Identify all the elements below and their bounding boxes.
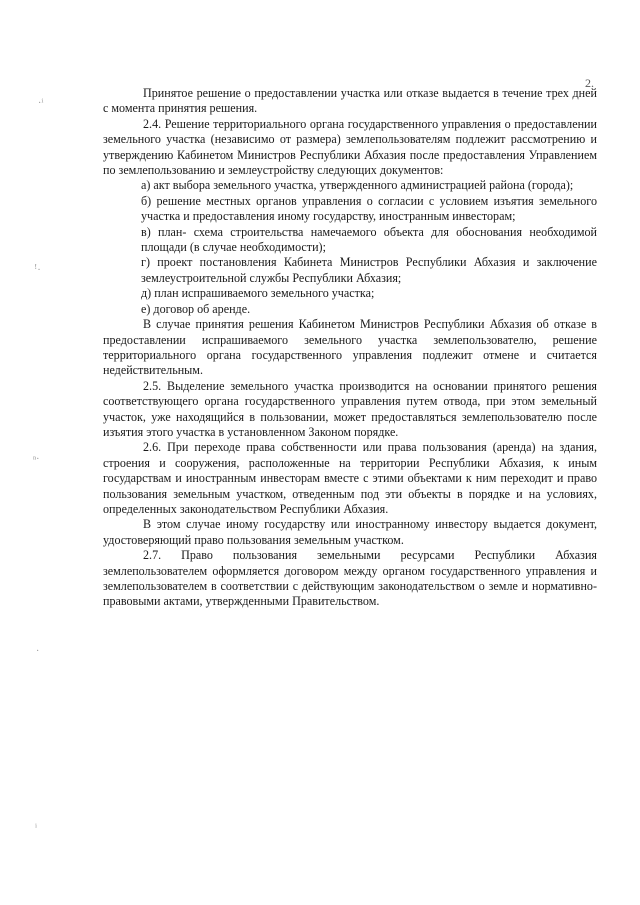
list-item: в) план- схема строительства намечаемого объекта для обоснования необходимой площади (в случае необходимости); bbox=[141, 224, 597, 255]
list-item: д) план испрашиваемого земельного участка; bbox=[141, 286, 375, 301]
page-number: 2. bbox=[585, 76, 594, 90]
list-item: а) акт выбора земельного участка, утвержденного администрацией района (города); bbox=[141, 178, 574, 193]
paragraph: 2.5. Выделение земельного участка производится на основании принятого решения соответствующего органа государственного управления путем отвода, при этом земельный участок, уже находящийся в пользовании, может предоставляться землепользователю после изъятия этого участка в установленном Законом порядке. bbox=[103, 378, 597, 439]
paragraph: В случае принятия решения Кабинетом Министров Республики Абхазия об отказе в предоставлении испрашиваемого земельного участка землепользователю, решение территориального органа государственного управления подлежит отмене и считается недействительным. bbox=[103, 317, 597, 378]
document-body bbox=[103, 86, 597, 610]
paragraph: 2.6. При переходе права собственности или права пользования (аренда) на здания, строения и сооружения, расположенные на территории Республики Абхазия, к иным государствам и иностранным инвесторам вместе с этими объектами к ним переходит и право пользования земельным участком, отведенным под эти объекты в порядке и на условиях, определенных законодательством Республики Абхазия. bbox=[103, 440, 597, 516]
scan-mark: ·ⁱ bbox=[38, 98, 44, 109]
paragraph: 2.4. Решение территориального органа государственного управления о предоставлении земельного участка (независимо от размера) землепользователям подлежит рассмотрению и утверждению Кабинетом Министров Республики Абхазия после предоставления Управлением по землепользованию и землеустройству следующих документов: bbox=[103, 116, 597, 178]
scan-mark: ⁿ· bbox=[33, 454, 40, 465]
paragraph: 2.7. Право пользования земельными ресурсами Республики Абхазия землепользователем оформляется договором между органом государственного управления и землепользователем в соответствии с действующим законодательством о земле и нормативно-правовыми актами, утвержденными Правительством. bbox=[103, 548, 597, 609]
paragraph: В этом случае иному государству или иностранному инвестору выдается документ, удостоверяющий право пользования земельным участком. bbox=[103, 517, 597, 547]
list-item: б) решение местных органов управления о согласии с условием изъятия земельного участка и предоставления иному государству, иностранным инвесторам; bbox=[141, 193, 597, 224]
scan-mark: · bbox=[36, 646, 40, 657]
list-item: г) проект постановления Кабинета Министров Республики Абхазия и заключение землеустроительной службы Республики Абхазия; bbox=[141, 255, 597, 285]
scan-mark: ꜝ· bbox=[34, 265, 41, 276]
scan-mark: ⁱ bbox=[35, 823, 38, 834]
list-item: е) договор об аренде. bbox=[141, 301, 251, 316]
paragraph: Принятое решение о предоставлении участка или отказе выдается в течение трех дней с момента принятия решения. bbox=[103, 86, 597, 116]
